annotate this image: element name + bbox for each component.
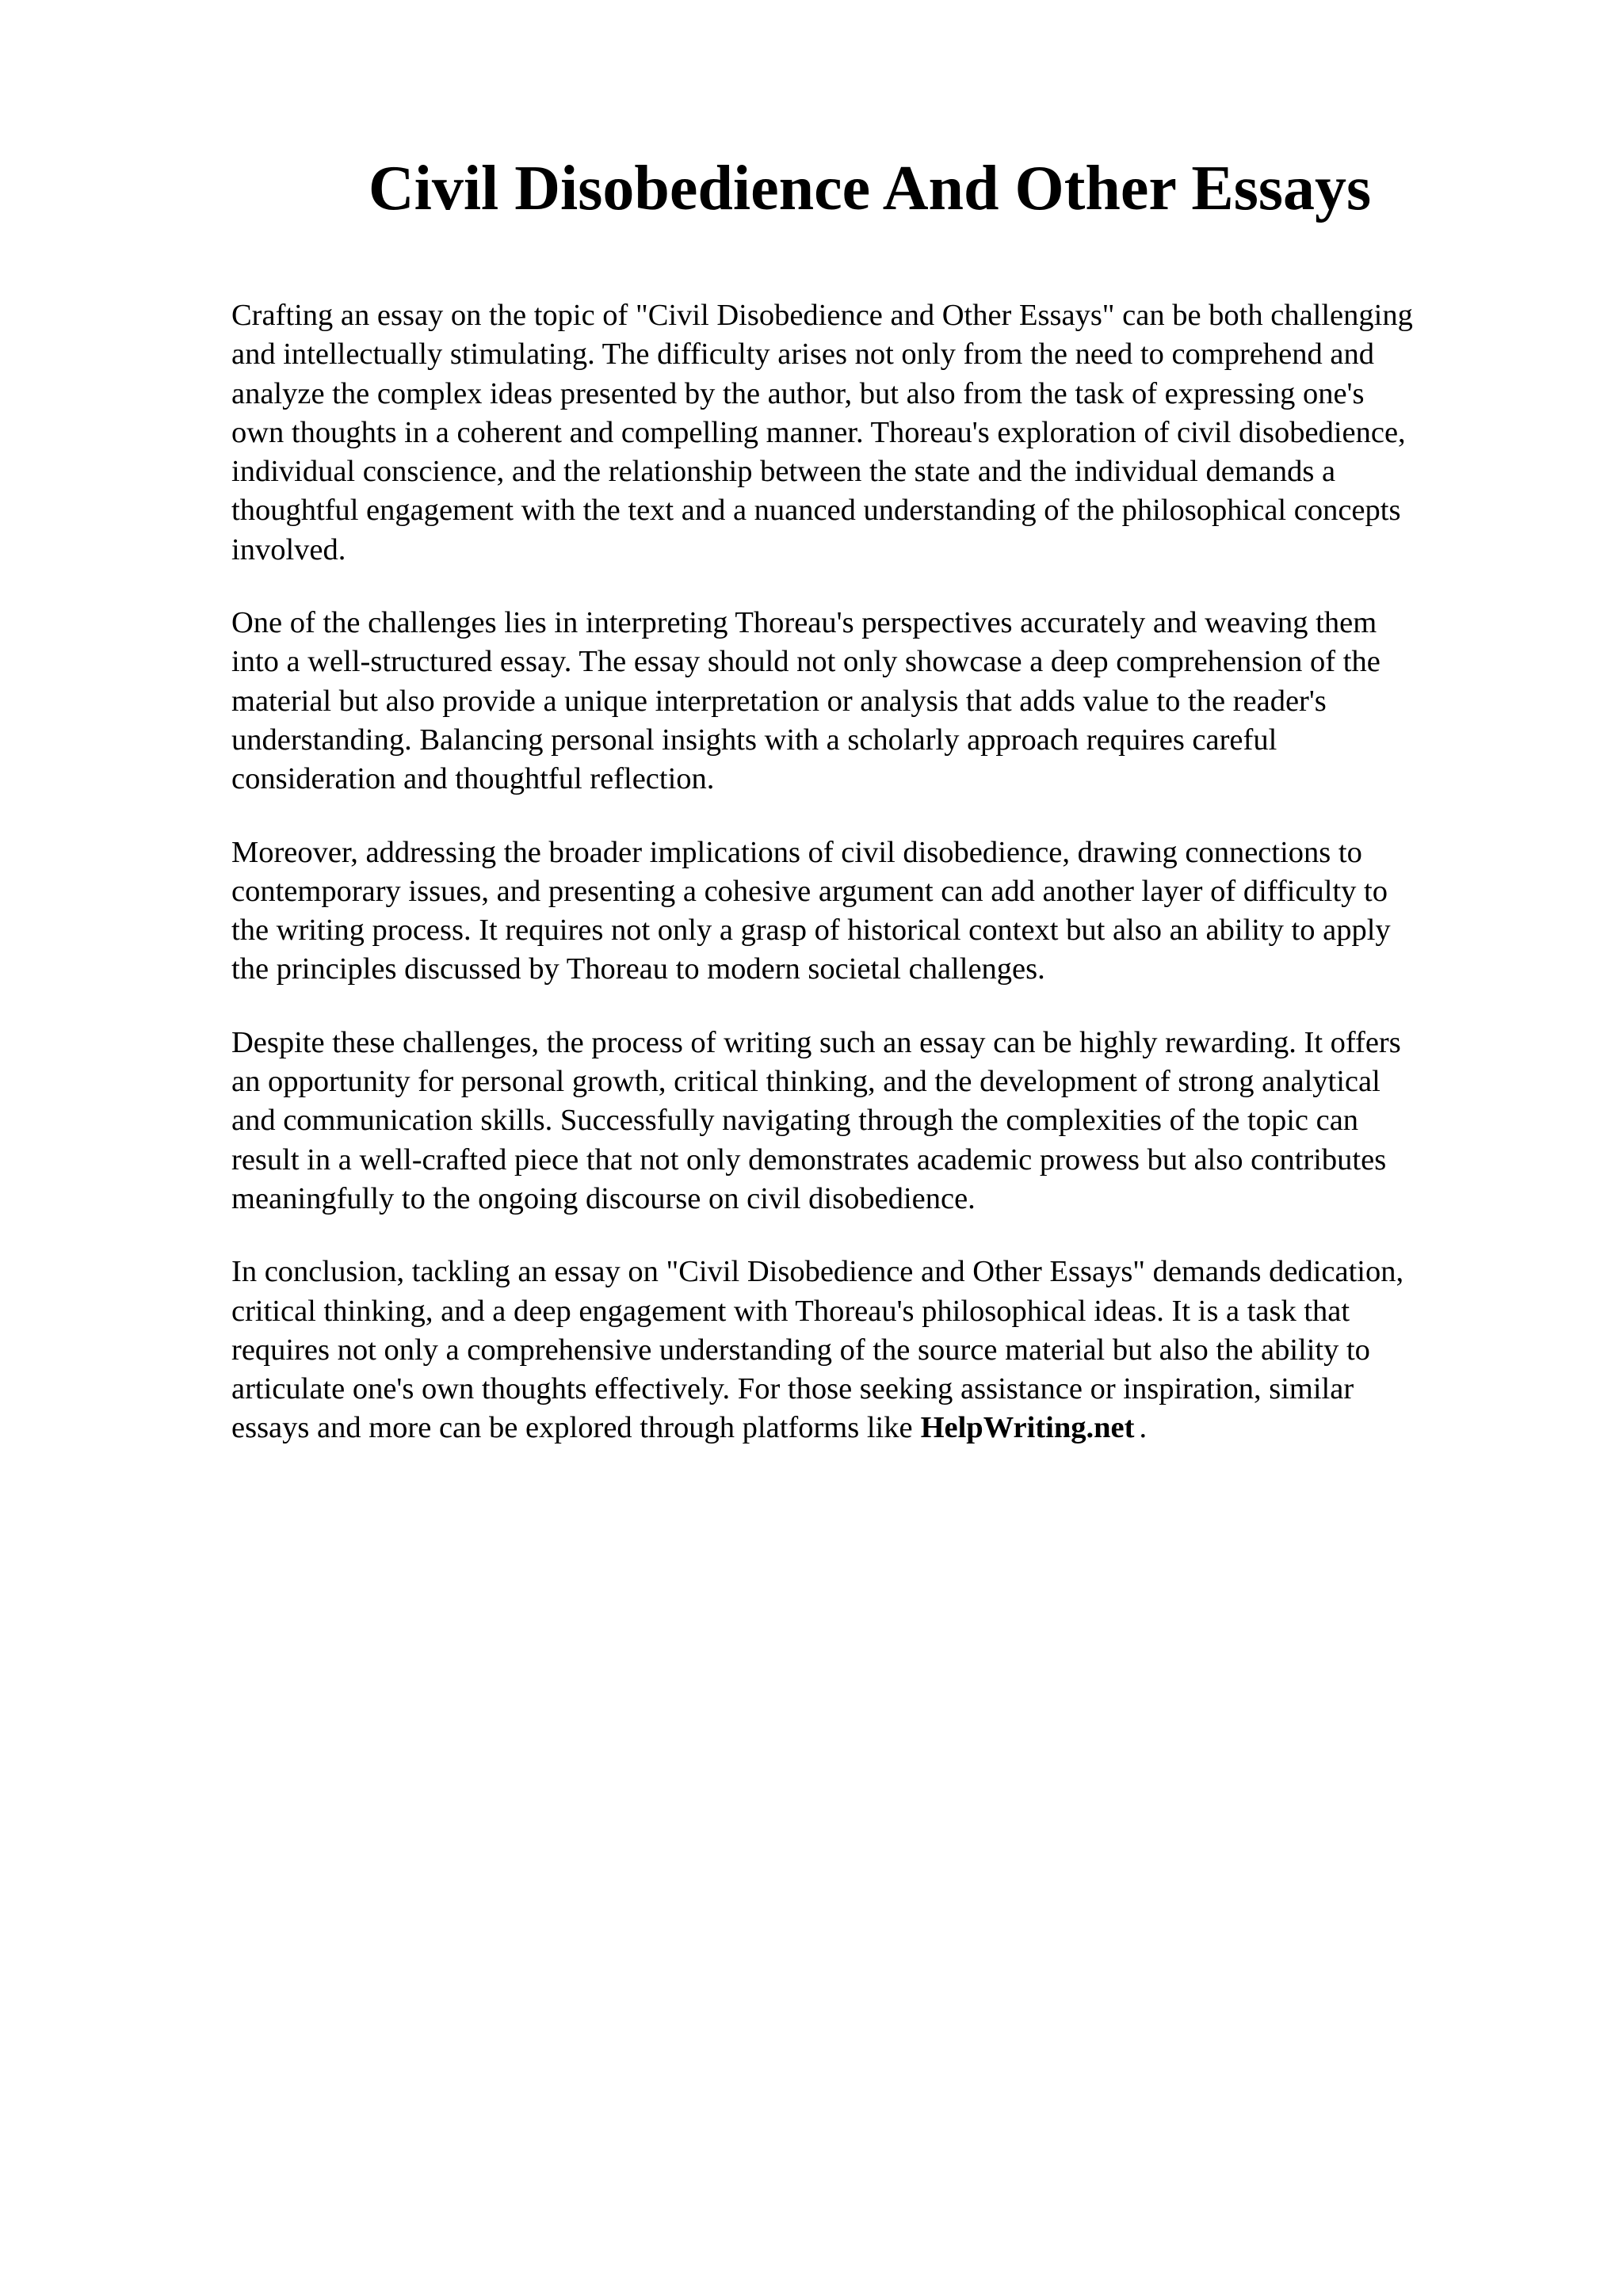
- paragraph-5: [231, 1253, 1515, 1447]
- paragraph-line: critical thinking, and a deep engagement with Thoreau's philosophical ideas. It is a task that: [231, 1294, 1350, 1328]
- paragraph-line: articulate one's own thoughts effectively. For those seeking assistance or inspiration, similar: [231, 1372, 1354, 1406]
- paragraph-line: Despite these challenges, the process of writing such an essay can be highly rewarding. It offers: [231, 1025, 1401, 1059]
- paragraph-line: an opportunity for personal growth, critical thinking, and the development of strong analytical: [231, 1065, 1381, 1099]
- paragraph-line: contemporary issues, and presenting a cohesive argument can add another layer of difficulty to: [231, 874, 1388, 908]
- paragraph-line: meaningfully to the ongoing discourse on civil disobedience.: [231, 1181, 976, 1215]
- document-title: Civil Disobedience And Other Essays: [368, 154, 1372, 223]
- paragraph-line: result in a well-crafted piece that not only demonstrates academic prowess but also contributes: [231, 1142, 1387, 1177]
- paragraph-1: [231, 296, 1515, 570]
- paragraph-line: consideration and thoughtful reflection.: [231, 762, 715, 796]
- paragraph-line: material but also provide a unique interpretation or analysis that adds value to the reader's: [231, 684, 1327, 718]
- paragraph-line: One of the challenges lies in interpreting Thoreau's perspectives accurately and weaving them: [231, 606, 1377, 640]
- paragraph-line: the writing process. It requires not only a grasp of historical context but also an ability to apply: [231, 913, 1391, 948]
- paragraph-4: [231, 1024, 1515, 1219]
- paragraph-line: and communication skills. Successfully navigating through the complexities of the topic can: [231, 1104, 1359, 1138]
- final-line-text: essays and more can be explored through platforms like: [231, 1411, 913, 1445]
- paragraph-2: [231, 604, 1515, 799]
- paragraph-line: analyze the complex ideas presented by the author, but also from the task of expressing one's: [231, 376, 1365, 410]
- paragraph-line: Crafting an essay on the topic of "Civil Disobedience and Other Essays" can be both challenging: [231, 299, 1413, 332]
- final-line-period: .: [1139, 1411, 1148, 1445]
- paragraph-line: Moreover, addressing the broader implications of civil disobedience, drawing connections to: [231, 835, 1362, 869]
- paragraph-line: individual conscience, and the relationship between the state and the individual demands a: [231, 455, 1336, 489]
- document-body: [231, 296, 1515, 1482]
- paragraph-line: understanding. Balancing personal insights with a scholarly approach requires careful: [231, 723, 1277, 757]
- paragraph-line: the principles discussed by Thoreau to modern societal challenges.: [231, 952, 1045, 986]
- paragraph-line: own thoughts in a coherent and compelling manner. Thoreau's exploration of civil disobedience,: [231, 415, 1406, 449]
- paragraph-line: In conclusion, tackling an essay on "Civil Disobedience and Other Essays" demands dedication,: [231, 1255, 1404, 1289]
- helpwriting-link[interactable]: HelpWriting.net: [920, 1411, 1135, 1445]
- paragraph-line: requires not only a comprehensive understanding of the source material but also the ability to: [231, 1333, 1370, 1367]
- paragraph-final-line: [231, 1409, 1515, 1447]
- paragraph-line: into a well-structured essay. The essay should not only showcase a deep comprehension of the: [231, 645, 1381, 679]
- paragraph-line: thoughtful engagement with the text and a nuanced understanding of the philosophical concepts: [231, 494, 1401, 528]
- paragraph-3: [231, 833, 1515, 990]
- paragraph-line: involved.: [231, 532, 346, 566]
- paragraph-line: and intellectually stimulating. The difficulty arises not only from the need to comprehend and: [231, 338, 1374, 372]
